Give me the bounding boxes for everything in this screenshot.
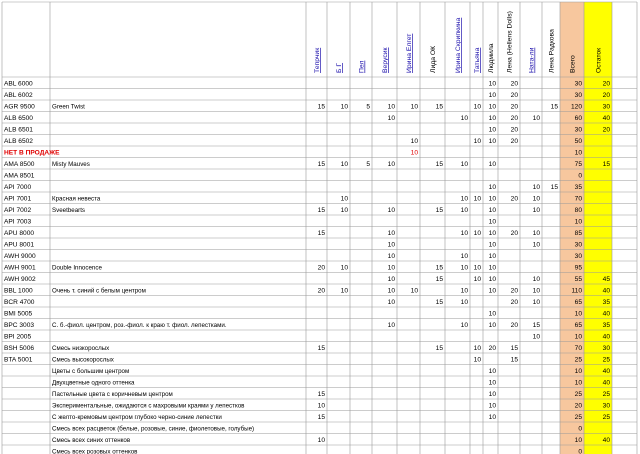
- row-name: Экспериментальные, ожидаются с махровыми краями у лепестков: [52, 402, 245, 410]
- cell-value: 10: [473, 103, 481, 111]
- cell-value: 30: [602, 103, 610, 111]
- cell-value: 10: [410, 149, 418, 157]
- column-header-5[interactable]: Ирина Елгет: [406, 33, 413, 73]
- cell-value: 15: [317, 345, 325, 353]
- column-header-1[interactable]: Тепрчик: [314, 47, 321, 73]
- cell-value: 10: [410, 287, 418, 295]
- cell-value: 20: [317, 287, 325, 295]
- cell-value: 10: [473, 195, 481, 203]
- cell-value: 10: [532, 333, 540, 341]
- cell-value: 10: [340, 287, 348, 295]
- cell-value: 20: [510, 287, 518, 295]
- cell-value: 10: [488, 80, 496, 88]
- cell-value: 30: [574, 92, 582, 100]
- row-code: BPC 3003: [4, 322, 35, 330]
- cell-value: 10: [488, 402, 496, 410]
- cell-value: 10: [387, 230, 395, 238]
- cell-value: 20: [510, 92, 518, 100]
- row-name: С желто-кремовым центром глубоко черно-синие лепестки: [52, 414, 222, 422]
- column-header-9: Людмила: [488, 43, 495, 73]
- cell-value: 15: [435, 276, 443, 284]
- cell-value: 10: [460, 161, 468, 169]
- cell-value: 10: [340, 103, 348, 111]
- cell-value: 20: [602, 80, 610, 88]
- row-code: ALB 6500: [4, 115, 33, 123]
- cell-value: 10: [488, 103, 496, 111]
- not-on-sale-label: НЕТ В ПРОДАЖЕ: [4, 149, 60, 157]
- row-code: API 7001: [4, 195, 32, 203]
- column-header-13: Всего: [569, 55, 577, 73]
- row-code: AWH 9002: [4, 276, 36, 284]
- cell-value: 10: [488, 207, 496, 215]
- cell-value: 15: [317, 230, 325, 238]
- row-name: Красная невеста: [52, 195, 101, 203]
- cell-value: 10: [488, 218, 496, 226]
- cell-value: 30: [574, 80, 582, 88]
- cell-value: 30: [574, 126, 582, 134]
- column-header-7[interactable]: Ирина Скрипкина: [455, 17, 462, 73]
- cell-value: 20: [510, 195, 518, 203]
- cell-value: 20: [510, 115, 518, 123]
- cell-value: 65: [574, 299, 582, 307]
- cell-value: 10: [387, 322, 395, 330]
- cell-value: 10: [460, 287, 468, 295]
- cell-value: 10: [387, 103, 395, 111]
- cell-value: 120: [570, 103, 582, 111]
- cell-value: 85: [574, 230, 582, 238]
- row-name: Смесь всех розовых оттенков: [52, 448, 138, 454]
- cell-value: 10: [460, 195, 468, 203]
- cell-value: 10: [488, 161, 496, 169]
- cell-value: 10: [532, 276, 540, 284]
- cell-value: 25: [574, 414, 582, 422]
- cell-value: 95: [574, 264, 582, 272]
- row-name: Смесь высокорослых: [52, 356, 114, 364]
- column-header-8[interactable]: Татьяна: [474, 47, 481, 73]
- cell-value: 20: [574, 402, 582, 410]
- cell-value: 25: [574, 356, 582, 364]
- cell-value: 10: [488, 92, 496, 100]
- cell-value: 15: [532, 322, 540, 330]
- row-code: BMI 5005: [4, 310, 33, 318]
- cell-value: 15: [435, 299, 443, 307]
- row-name: Green Twist: [52, 103, 85, 111]
- cell-value: 10: [488, 230, 496, 238]
- row-code: APU 8000: [4, 230, 35, 238]
- cell-value: 80: [574, 207, 582, 215]
- cell-value: 10: [387, 241, 395, 249]
- cell-value: 70: [574, 195, 582, 203]
- cell-value: 40: [602, 368, 610, 376]
- cell-value: 10: [488, 287, 496, 295]
- cell-value: 10: [473, 264, 481, 272]
- cell-value: 30: [602, 402, 610, 410]
- row-name: Смесь всех расцветок (белые, розовые, синие, фиолетовые, голубые): [52, 425, 255, 433]
- cell-value: 20: [488, 345, 496, 353]
- row-name: Sveetbearts: [52, 207, 86, 215]
- cell-value: 75: [574, 161, 582, 169]
- cell-value: 30: [574, 241, 582, 249]
- column-header-11[interactable]: Ната-ли: [528, 47, 536, 73]
- cell-value: 10: [340, 161, 348, 169]
- cell-value: 10: [387, 253, 395, 261]
- row-code: API 7002: [4, 207, 32, 215]
- cell-value: 40: [602, 437, 610, 445]
- cell-value: 10: [473, 345, 481, 353]
- cell-value: 10: [488, 184, 496, 192]
- cell-value: 30: [602, 345, 610, 353]
- column-header-14: Остаток: [595, 47, 603, 73]
- cell-value: 10: [473, 276, 481, 284]
- row-code: APU 8001: [4, 241, 35, 249]
- cell-value: 10: [574, 333, 582, 341]
- cell-value: 15: [317, 161, 325, 169]
- cell-value: 15: [435, 264, 443, 272]
- cell-value: 10: [387, 276, 395, 284]
- cell-value: 25: [602, 391, 610, 399]
- row-code: AWH 9001: [4, 264, 36, 272]
- cell-value: 10: [532, 115, 540, 123]
- cell-value: 10: [460, 264, 468, 272]
- cell-value: 10: [460, 207, 468, 215]
- cell-value: 10: [488, 126, 496, 134]
- cell-value: 0: [578, 425, 582, 433]
- cell-value: 20: [510, 126, 518, 134]
- row-code: ALB 6502: [4, 138, 33, 146]
- cell-value: 15: [510, 345, 518, 353]
- cell-value: 10: [488, 241, 496, 249]
- cell-value: 30: [574, 253, 582, 261]
- column-header-12: Лена Радкова: [548, 29, 556, 73]
- cell-value: 10: [574, 310, 582, 318]
- cell-value: 10: [340, 207, 348, 215]
- row-code: AWH 9000: [4, 253, 36, 261]
- cell-value: 10: [317, 437, 325, 445]
- cell-value: 10: [574, 149, 582, 157]
- cell-value: 15: [550, 103, 558, 111]
- row-code: AMA 8500: [4, 161, 35, 169]
- column-header-4[interactable]: Верусик: [382, 47, 389, 73]
- row-code: BTA 5001: [4, 356, 33, 364]
- cell-value: 10: [532, 299, 540, 307]
- cell-value: 10: [574, 368, 582, 376]
- cell-value: 20: [602, 126, 610, 134]
- cell-value: 20: [510, 80, 518, 88]
- cell-value: 15: [550, 184, 558, 192]
- cell-value: 15: [317, 391, 325, 399]
- column-header-10: Лена (Hellens Dolls): [506, 11, 514, 73]
- cell-value: 10: [532, 241, 540, 249]
- cell-value: 10: [488, 138, 496, 146]
- cell-value: 10: [410, 103, 418, 111]
- column-header-2[interactable]: Б Г: [336, 62, 343, 73]
- row-name: Misty Mauves: [52, 161, 90, 169]
- cell-value: 10: [488, 322, 496, 330]
- cell-value: 10: [532, 207, 540, 215]
- cell-value: 25: [574, 391, 582, 399]
- cell-value: 25: [602, 414, 610, 422]
- cell-value: 10: [387, 115, 395, 123]
- cell-value: 60: [574, 115, 582, 123]
- cell-value: 35: [574, 184, 582, 192]
- cell-value: 10: [488, 115, 496, 123]
- cell-value: 110: [571, 287, 582, 295]
- cell-value: 40: [602, 287, 610, 295]
- cell-value: 15: [602, 161, 610, 169]
- cell-value: 20: [510, 138, 518, 146]
- cell-value: 10: [410, 138, 418, 146]
- cell-value: 15: [317, 207, 325, 215]
- cell-value: 40: [602, 379, 610, 387]
- cell-value: 15: [435, 161, 443, 169]
- cell-value: 0: [578, 448, 582, 454]
- cell-value: 10: [387, 264, 395, 272]
- cell-value: 20: [510, 103, 518, 111]
- cell-value: 20: [602, 92, 610, 100]
- cell-value: 20: [510, 322, 518, 330]
- cell-value: 10: [317, 402, 325, 410]
- cell-value: 10: [488, 310, 496, 318]
- cell-value: 10: [488, 195, 496, 203]
- row-code: BBL 1000: [4, 287, 33, 295]
- cell-value: 0: [578, 172, 582, 180]
- cell-value: 10: [460, 253, 468, 261]
- cell-value: 10: [460, 299, 468, 307]
- cell-value: 10: [460, 230, 468, 238]
- cell-value: 15: [435, 103, 443, 111]
- cell-value: 10: [488, 379, 496, 387]
- row-code: BCR 4700: [4, 299, 35, 307]
- cell-value: 45: [602, 276, 610, 284]
- cell-value: 10: [488, 391, 496, 399]
- cell-value: 40: [602, 333, 610, 341]
- cell-value: 70: [574, 345, 582, 353]
- cell-value: 10: [460, 322, 468, 330]
- row-name: Double Innocence: [52, 264, 102, 272]
- cell-value: 10: [488, 253, 496, 261]
- cell-value: 10: [340, 264, 348, 272]
- row-name: Смесь низкорослых: [52, 345, 110, 353]
- cell-value: 15: [317, 414, 325, 422]
- cell-value: 10: [532, 184, 540, 192]
- cell-value: 10: [387, 207, 395, 215]
- cell-value: 65: [574, 322, 582, 330]
- row-code: ALB 6501: [4, 126, 33, 134]
- cell-value: 5: [366, 103, 370, 111]
- cell-value: 10: [574, 218, 582, 226]
- row-code: BPI 2005: [4, 333, 32, 341]
- cell-value: 10: [488, 414, 496, 422]
- cell-value: 15: [435, 207, 443, 215]
- row-code: BSH 5006: [4, 345, 35, 353]
- cell-value: 10: [473, 230, 481, 238]
- cell-value: 10: [488, 368, 496, 376]
- cell-value: 5: [366, 161, 370, 169]
- cell-value: 15: [317, 103, 325, 111]
- cell-value: 10: [473, 356, 481, 364]
- cell-value: 10: [488, 276, 496, 284]
- cell-value: 55: [574, 276, 582, 284]
- cell-value: 20: [510, 230, 518, 238]
- row-code: ABL 6000: [4, 80, 33, 88]
- row-name: Смесь всех синих оттенков: [52, 437, 131, 445]
- cell-value: 15: [510, 356, 518, 364]
- row-name: Пастельные цвета с коричневым центром: [52, 391, 173, 399]
- row-name: С. б.-фиол. центром, роз.-фиол. к краю т. фиол. лепестками.: [52, 322, 227, 330]
- cell-value: 20: [510, 299, 518, 307]
- cell-value: 10: [532, 287, 540, 295]
- cell-value: 10: [387, 287, 395, 295]
- cell-value: 40: [602, 115, 610, 123]
- column-header-3[interactable]: Пел: [358, 60, 366, 73]
- cell-value: 10: [488, 264, 496, 272]
- cell-value: 10: [532, 195, 540, 203]
- cell-value: 10: [473, 138, 481, 146]
- cell-value: 15: [435, 345, 443, 353]
- cell-value: 10: [340, 195, 348, 203]
- row-code: ABL 6002: [4, 92, 33, 100]
- cell-value: 10: [387, 161, 395, 169]
- cell-value: 10: [387, 299, 395, 307]
- row-name: Очень т. синий с белым центром: [52, 287, 146, 295]
- cell-value: 50: [574, 138, 582, 146]
- cell-value: 25: [602, 356, 610, 364]
- row-code: API 7000: [4, 184, 32, 192]
- cell-value: 10: [532, 230, 540, 238]
- cell-value: 10: [574, 379, 582, 387]
- cell-value: 40: [602, 310, 610, 318]
- row-code: AGR 9500: [4, 103, 35, 111]
- cell-value: 10: [574, 437, 582, 445]
- column-header-6: Лида ОК: [430, 45, 437, 73]
- cell-value: 20: [317, 264, 325, 272]
- row-code: AMA 8501: [4, 172, 35, 180]
- cell-value: 10: [460, 115, 468, 123]
- row-name: Цветы с большим центром: [52, 368, 130, 376]
- cell-value: 35: [602, 322, 610, 330]
- row-name: Двухцветные одного оттенка: [52, 379, 135, 387]
- row-code: API 7003: [4, 218, 32, 226]
- cell-value: 35: [602, 299, 610, 307]
